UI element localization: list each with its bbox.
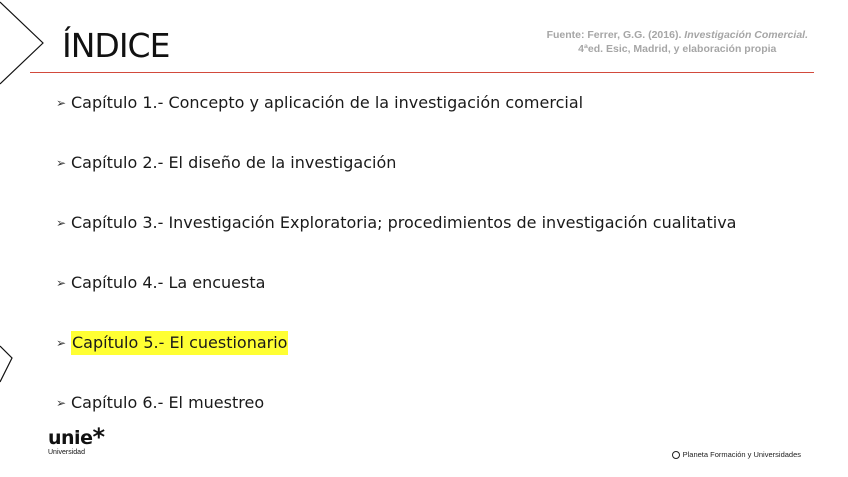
chapter-label-highlighted: Capítulo 5.- El cuestionario xyxy=(71,331,288,355)
page-title: ÍNDICE xyxy=(62,26,170,65)
chapter-label: Capítulo 3.- Investigación Exploratoria; procedimientos de investigación cualitativa xyxy=(71,213,737,232)
chevron-decoration xyxy=(0,0,48,90)
arrow-bullet-icon: ➢ xyxy=(56,156,67,170)
chapter-list xyxy=(56,91,736,451)
chapter-item xyxy=(56,391,736,451)
logo-wordmark: unie* xyxy=(48,423,105,451)
arrow-bullet-icon: ➢ xyxy=(56,276,67,290)
arrow-bullet-icon: ➢ xyxy=(56,216,67,230)
source-citation xyxy=(547,28,808,56)
arrow-bullet-icon: ➢ xyxy=(56,96,67,110)
chapter-item xyxy=(56,91,736,151)
partner-brand xyxy=(672,450,801,459)
chapter-label: Capítulo 2.- El diseño de la investigación xyxy=(71,153,397,172)
chapter-label: Capítulo 1.- Concepto y aplicación de la investigación comercial xyxy=(71,93,584,112)
logo-star-icon: * xyxy=(92,423,105,451)
partner-name: Planeta Formación y Universidades xyxy=(682,450,801,459)
title-divider xyxy=(30,72,814,73)
chapter-item xyxy=(56,271,736,331)
source-edition: 4ªed. Esic, Madrid, y elaboración propia xyxy=(578,43,777,55)
chapter-label: Capítulo 6.- El muestreo xyxy=(71,393,265,412)
unie-logo xyxy=(48,423,105,456)
arrow-bullet-icon: ➢ xyxy=(56,396,67,410)
chapter-label: Capítulo 4.- La encuesta xyxy=(71,273,266,292)
source-prefix: Fuente: Ferrer, G.G. (2016). xyxy=(546,29,685,41)
chapter-item xyxy=(56,211,736,271)
chapter-item xyxy=(56,151,736,211)
planeta-logo-icon xyxy=(672,451,680,459)
corner-line-decoration xyxy=(0,340,20,390)
arrow-bullet-icon: ➢ xyxy=(56,336,67,350)
logo-subtitle: Universidad xyxy=(48,449,85,456)
source-title: Investigación Comercial. xyxy=(684,29,808,41)
chapter-item-current xyxy=(56,331,736,391)
